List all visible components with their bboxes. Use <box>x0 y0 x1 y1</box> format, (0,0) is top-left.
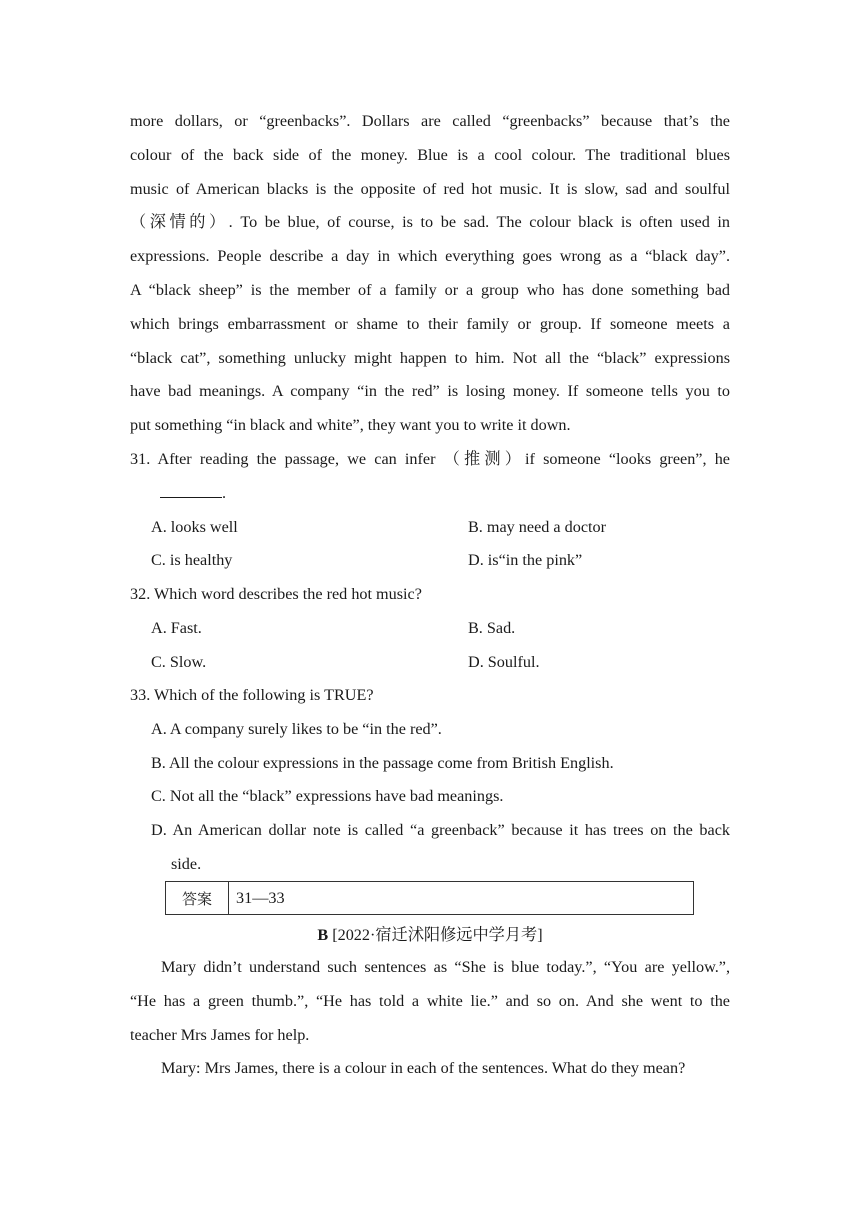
passage-line: （深情的）. To be blue, of course, is to be sad. The colour black is often used in <box>130 213 730 232</box>
answer-blank <box>160 481 222 498</box>
passage-line: put something “in black and white”, they want you to write it down. <box>130 416 571 435</box>
option-b: B. Sad. <box>468 618 516 637</box>
option-c: C. Not all the “black” expressions have bad meanings. <box>151 787 504 806</box>
option-a: A. looks well <box>151 517 238 536</box>
passage-line: have bad meanings. A company “in the red” is losing money. If someone tells you to <box>130 382 730 401</box>
passage-line: Mary: Mrs James, there is a colour in each of the sentences. What do they mean? <box>161 1059 686 1078</box>
passage-line: music of American blacks is the opposite of red hot music. It is slow, sad and soulful <box>130 179 730 198</box>
passage-line: more dollars, or “greenbacks”. Dollars are called “greenbacks” because that’s the <box>130 112 730 130</box>
question-32 <box>130 578 730 679</box>
passage-line: which brings embarrassment or shame to their family or group. If someone meets a <box>130 314 730 333</box>
section-b-title <box>0 920 860 950</box>
passage-line: A “black sheep” is the member of a family or a group who has done something bad <box>130 280 730 299</box>
question-33 <box>130 679 730 882</box>
question-stem: 32. Which word describes the red hot music? <box>130 585 422 603</box>
section-source: [2022·宿迁沭阳修远中学月考] <box>332 926 543 944</box>
question-stem: 33. Which of the following is TRUE? <box>130 686 374 704</box>
question-stem: 31. After reading the passage, we can infer （推测）if someone “looks green”, he <box>130 450 730 468</box>
passage-line: Mary didn’t understand such sentences as “She is blue today.”, “You are yellow.”, <box>161 958 730 976</box>
option-c: C. Slow. <box>151 652 207 671</box>
option-b: B. All the colour expressions in the passage come from British English. <box>151 753 614 772</box>
option-d: D. Soulful. <box>468 652 540 671</box>
option-row <box>130 544 730 578</box>
passage-a <box>130 105 730 443</box>
passage-line: “black cat”, something unlucky might happen to him. Not all the “black” expressions <box>130 348 730 367</box>
option-d-continued: side. <box>171 854 202 873</box>
passage-line: “He has a green thumb.”, “He has told a white lie.” and so on. And she went to the <box>130 991 730 1010</box>
question-31 <box>130 443 730 578</box>
answer-blank-line <box>130 477 730 511</box>
option-b: B. may need a doctor <box>468 517 606 536</box>
answer-label: 答案 <box>166 882 229 914</box>
passage-line: teacher Mrs James for help. <box>130 1025 310 1044</box>
passage-line: expressions. People describe a day in which everything goes wrong as a “black day”. <box>130 247 730 266</box>
option-a: A. Fast. <box>151 618 202 637</box>
option-row <box>130 511 730 545</box>
passage-line: colour of the back side of the money. Blue is a cool colour. The traditional blues <box>130 145 730 164</box>
option-c: C. is healthy <box>151 551 233 570</box>
option-row <box>130 612 730 646</box>
answer-table <box>165 881 694 915</box>
option-a: A. A company surely likes to be “in the red”. <box>151 719 442 738</box>
answer-range: 31—33 <box>236 888 285 907</box>
option-d: D. An American dollar note is called “a greenback” because it has trees on the back <box>151 821 730 840</box>
option-row <box>130 646 730 680</box>
option-d: D. is“in the pink” <box>468 551 583 570</box>
section-letter: B <box>317 926 329 944</box>
stem-end: . <box>222 483 227 502</box>
passage-b <box>130 951 730 1086</box>
